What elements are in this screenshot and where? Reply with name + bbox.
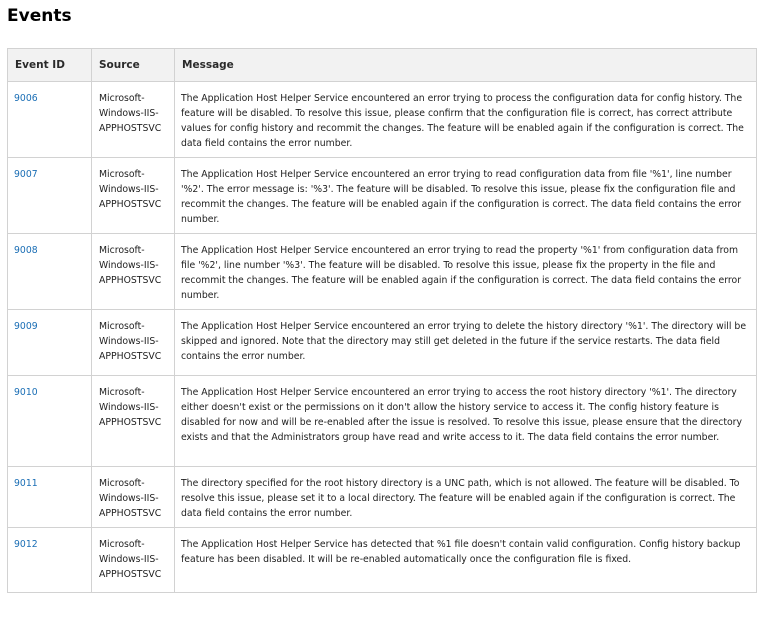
source-line: APPHOSTSVC bbox=[99, 351, 162, 362]
message-cell: The directory specified for the root history directory is a UNC path, which is not allowed. The feature will be disabled. To resolve this issue, please set it to a local directory. The feature will be enabled again if the configuration is correct. The data field contains the error number. bbox=[175, 467, 757, 528]
event-id-link[interactable]: 9007 bbox=[14, 169, 38, 180]
message-cell: The Application Host Helper Service encountered an error trying to delete the history directory '%1'. The directory will be skipped and ignored. Note that the directory may still get deleted in the future if the service restarts. The data field contains the error number. bbox=[175, 310, 757, 376]
message-cell: The Application Host Helper Service encountered an error trying to process the configuration data for config history. The feature will be disabled. To resolve this issue, please confirm that the configuration file is correct, has correct attribute values for config history and recommit the changes. The feature will be enabled again if the configuration is correct. The data field contains the error number. bbox=[175, 82, 757, 158]
source-cell bbox=[92, 467, 175, 528]
table-row bbox=[8, 158, 757, 234]
message-cell: The Application Host Helper Service has detected that %1 file doesn't contain valid configuration. Config history backup feature has been disabled. It will be re-enabled automatically once the configuration file is fixed. bbox=[175, 528, 757, 593]
event-id-link[interactable]: 9010 bbox=[14, 387, 38, 398]
page-title: Events bbox=[7, 6, 72, 26]
source-line: Microsoft- bbox=[99, 169, 145, 180]
event-id-link[interactable]: 9008 bbox=[14, 245, 38, 256]
source-line: APPHOSTSVC bbox=[99, 569, 162, 580]
event-id-cell bbox=[8, 158, 92, 234]
table-row bbox=[8, 376, 757, 467]
table-row bbox=[8, 310, 757, 376]
header-message: Message bbox=[175, 49, 757, 82]
event-id-link[interactable]: 9006 bbox=[14, 93, 38, 104]
table-row bbox=[8, 528, 757, 593]
event-id-cell bbox=[8, 376, 92, 467]
source-line: Microsoft- bbox=[99, 93, 145, 104]
event-id-link[interactable]: 9009 bbox=[14, 321, 38, 332]
header-event-id: Event ID bbox=[8, 49, 92, 82]
source-line: Windows-IIS- bbox=[99, 336, 159, 347]
event-id-cell bbox=[8, 528, 92, 593]
source-line: APPHOSTSVC bbox=[99, 417, 162, 428]
source-line: Windows-IIS- bbox=[99, 493, 159, 504]
table-row bbox=[8, 82, 757, 158]
event-id-cell bbox=[8, 82, 92, 158]
event-id-cell bbox=[8, 467, 92, 528]
message-cell: The Application Host Helper Service encountered an error trying to read configuration data from file '%1', line number '%2'. The error message is: '%3'. The feature will be disabled. To resolve this issue, please fix the configuration file and recommit the changes. The feature will be enabled again if the configuration is correct. The data field contains the error number. bbox=[175, 158, 757, 234]
source-line: APPHOSTSVC bbox=[99, 275, 162, 286]
source-line: Microsoft- bbox=[99, 387, 145, 398]
events-table bbox=[7, 48, 757, 593]
source-line: APPHOSTSVC bbox=[99, 508, 162, 519]
header-source: Source bbox=[92, 49, 175, 82]
source-line: Microsoft- bbox=[99, 245, 145, 256]
source-line: Microsoft- bbox=[99, 478, 145, 489]
table-row bbox=[8, 234, 757, 310]
source-cell bbox=[92, 234, 175, 310]
source-line: Windows-IIS- bbox=[99, 260, 159, 271]
message-cell: The Application Host Helper Service encountered an error trying to read the property '%1' from configuration data from file '%2', line number '%3'. The feature will be disabled. To resolve this issue, please fix the property in the file and recommit the changes. The feature will be enabled again if the configuration is correct. The data field contains the error number. bbox=[175, 234, 757, 310]
message-cell: The Application Host Helper Service encountered an error trying to access the root history directory '%1'. The directory either doesn't exist or the permissions on it don't allow the history service to access it. The config history feature is disabled for now and will be re-enabled after the issue is resolved. To resolve this issue, please ensure that the directory exists and that the Administrators group have read and write access to it. The data field contains the error number. bbox=[175, 376, 757, 467]
source-line: Windows-IIS- bbox=[99, 554, 159, 565]
event-id-cell bbox=[8, 310, 92, 376]
table-row bbox=[8, 467, 757, 528]
source-cell bbox=[92, 158, 175, 234]
event-id-link[interactable]: 9012 bbox=[14, 539, 38, 550]
source-line: APPHOSTSVC bbox=[99, 123, 162, 134]
source-line: Microsoft- bbox=[99, 321, 145, 332]
source-line: Windows-IIS- bbox=[99, 108, 159, 119]
source-cell bbox=[92, 310, 175, 376]
table-header-row bbox=[8, 49, 757, 82]
source-line: Windows-IIS- bbox=[99, 184, 159, 195]
event-id-link[interactable]: 9011 bbox=[14, 478, 38, 489]
source-line: Windows-IIS- bbox=[99, 402, 159, 413]
event-id-cell bbox=[8, 234, 92, 310]
source-line: Microsoft- bbox=[99, 539, 145, 550]
source-cell bbox=[92, 376, 175, 467]
source-cell bbox=[92, 82, 175, 158]
source-cell bbox=[92, 528, 175, 593]
source-line: APPHOSTSVC bbox=[99, 199, 162, 210]
